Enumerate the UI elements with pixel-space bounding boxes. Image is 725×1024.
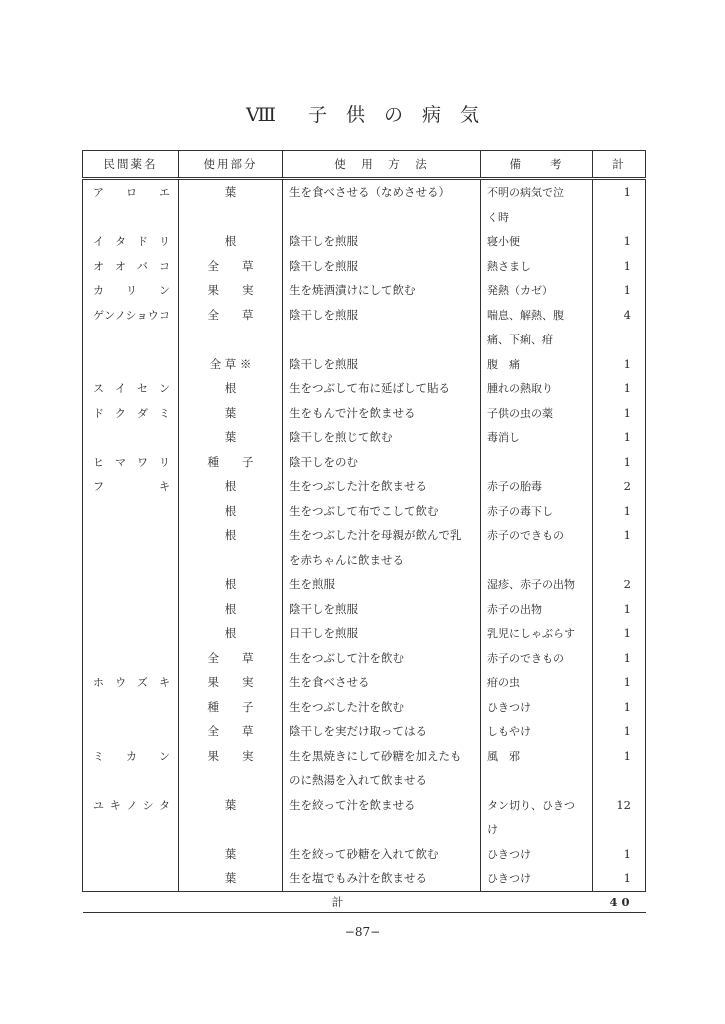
cell-method: 陰干しを煎服 (283, 229, 481, 254)
cell-part (179, 548, 283, 573)
cell-count: 1 (593, 866, 646, 891)
cell-part: 果 実 (179, 278, 283, 303)
cell-part: 根 (179, 523, 283, 548)
cell-part (179, 327, 283, 352)
cell-part: 根 (179, 376, 283, 401)
table-row (83, 646, 646, 671)
cell-method: 陰干しを煎服 (283, 597, 481, 622)
table-row (83, 327, 646, 352)
cell-notes: 子供の虫の薬 (481, 401, 593, 426)
cell-notes: 喘息、解熱、腹 (481, 303, 593, 328)
table-row (83, 523, 646, 548)
cell-count (593, 205, 646, 230)
cell-notes: 赤子のできもの (481, 523, 593, 548)
cell-count (593, 327, 646, 352)
cell-name (83, 352, 179, 377)
cell-notes: 毒消し (481, 425, 593, 450)
cell-count: 1 (593, 229, 646, 254)
cell-method: のに熱湯を入れて飲ませる (283, 768, 481, 793)
cell-notes: 腹 痛 (481, 352, 593, 377)
cell-name (83, 719, 179, 744)
cell-notes: 疳の虫 (481, 670, 593, 695)
cell-notes: 腫れの熱取り (481, 376, 593, 401)
cell-count: 1 (593, 254, 646, 279)
cell-notes: 赤子の胎毒 (481, 474, 593, 499)
cell-notes: 赤子の出物 (481, 597, 593, 622)
cell-method: を赤ちゃんに飲ませる (283, 548, 481, 573)
cell-part: 根 (179, 229, 283, 254)
table-row (83, 425, 646, 450)
cell-count: 1 (593, 278, 646, 303)
cell-name (83, 523, 179, 548)
header-name: 民間薬名 (83, 151, 179, 179)
total-count: 40 (593, 891, 646, 912)
section-title: 子 供 の 病 気 (307, 104, 479, 126)
cell-part: 全 草 ※ (179, 352, 283, 377)
table-row (83, 597, 646, 622)
cell-notes: 熱さまし (481, 254, 593, 279)
cell-notes: 痛、下痢、疳 (481, 327, 593, 352)
cell-method: 生を黒焼きにして砂糖を加えたも (283, 744, 481, 769)
cell-method: 生を絞って汁を飲ませる (283, 793, 481, 818)
table-row (83, 842, 646, 867)
cell-notes: 赤子のできもの (481, 646, 593, 671)
table-row (83, 450, 646, 475)
cell-method: 生をもんで汁を飲ませる (283, 401, 481, 426)
cell-name (83, 499, 179, 524)
cell-name: ホウズキ (83, 670, 179, 695)
table-row (83, 793, 646, 818)
cell-name: ゲンノショウコ (83, 303, 179, 328)
cell-name (83, 572, 179, 597)
cell-notes (481, 450, 593, 475)
cell-part: 根 (179, 621, 283, 646)
cell-part (179, 205, 283, 230)
cell-name (83, 817, 179, 842)
cell-count: 2 (593, 474, 646, 499)
cell-part: 全 草 (179, 646, 283, 671)
cell-name (83, 866, 179, 891)
cell-notes: く時 (481, 205, 593, 230)
cell-part: 全 草 (179, 303, 283, 328)
cell-notes: ひきつけ (481, 842, 593, 867)
cell-name (83, 695, 179, 720)
table-row (83, 376, 646, 401)
table-row (83, 572, 646, 597)
cell-count (593, 768, 646, 793)
cell-count: 1 (593, 450, 646, 475)
cell-part: 葉 (179, 425, 283, 450)
cell-notes: 不明の病気で泣 (481, 179, 593, 205)
cell-method: 生を焼酒漬けにして飲む (283, 278, 481, 303)
cell-count: 1 (593, 842, 646, 867)
cell-count: 2 (593, 572, 646, 597)
table-row (83, 205, 646, 230)
table-row (83, 401, 646, 426)
cell-notes: け (481, 817, 593, 842)
cell-part: 葉 (179, 179, 283, 205)
cell-part: 果 実 (179, 670, 283, 695)
cell-count: 1 (593, 621, 646, 646)
cell-method: 生を塩でもみ汁を飲ませる (283, 866, 481, 891)
cell-method: 生をつぶした汁を母親が飲んで乳 (283, 523, 481, 548)
cell-name (83, 768, 179, 793)
cell-notes: 風 邪 (481, 744, 593, 769)
cell-method: 生をつぶした汁を飲ませる (283, 474, 481, 499)
cell-part: 葉 (179, 401, 283, 426)
cell-name (83, 646, 179, 671)
cell-method: 生をつぶして布でこして飲む (283, 499, 481, 524)
cell-notes (481, 548, 593, 573)
cell-notes: ひきつけ (481, 695, 593, 720)
header-notes: 備 考 (481, 151, 593, 179)
total-row (83, 891, 646, 912)
table-row (83, 352, 646, 377)
cell-name (83, 327, 179, 352)
cell-part: 葉 (179, 793, 283, 818)
cell-method: 生をつぶした汁を飲む (283, 695, 481, 720)
cell-count: 1 (593, 597, 646, 622)
cell-name (83, 621, 179, 646)
cell-name: アロエ (83, 179, 179, 205)
cell-part: 根 (179, 572, 283, 597)
cell-part: 果 実 (179, 744, 283, 769)
table-row (83, 254, 646, 279)
table-row (83, 744, 646, 769)
cell-name (83, 425, 179, 450)
cell-method: 日干しを煎服 (283, 621, 481, 646)
cell-method: 陰干しを煎服 (283, 303, 481, 328)
table-header-row (83, 151, 646, 179)
table-row (83, 695, 646, 720)
cell-name (83, 205, 179, 230)
section-numeral: Ⅷ (246, 104, 276, 126)
cell-name: ユキノシタ (83, 793, 179, 818)
cell-part: 根 (179, 597, 283, 622)
cell-method: 陰干しを煎服 (283, 352, 481, 377)
cell-count: 1 (593, 744, 646, 769)
cell-notes: 発熱（カゼ） (481, 278, 593, 303)
cell-count (593, 548, 646, 573)
cell-method: 生をつぶして布に延ばして貼る (283, 376, 481, 401)
folk-medicine-table (82, 150, 646, 913)
cell-method (283, 817, 481, 842)
cell-name: オオバコ (83, 254, 179, 279)
total-label: 計 (83, 891, 593, 912)
cell-part: 葉 (179, 866, 283, 891)
cell-part (179, 817, 283, 842)
cell-notes: 寝小便 (481, 229, 593, 254)
table-row (83, 303, 646, 328)
cell-method: 陰干しをのむ (283, 450, 481, 475)
cell-method: 陰干しを実だけ取ってはる (283, 719, 481, 744)
cell-part: 種 子 (179, 450, 283, 475)
cell-method: 生を食べさせる (283, 670, 481, 695)
cell-method: 生を煎服 (283, 572, 481, 597)
cell-count: 1 (593, 401, 646, 426)
cell-count (593, 817, 646, 842)
cell-count: 1 (593, 523, 646, 548)
page-title (0, 100, 725, 127)
cell-count: 1 (593, 646, 646, 671)
cell-notes: 乳児にしゃぶらす (481, 621, 593, 646)
cell-name (83, 597, 179, 622)
cell-part: 全 草 (179, 254, 283, 279)
cell-count: 1 (593, 499, 646, 524)
cell-name: イタドリ (83, 229, 179, 254)
header-count: 計 (593, 151, 646, 179)
cell-count: 1 (593, 352, 646, 377)
table-row (83, 548, 646, 573)
cell-method: 陰干しを煎じて飲む (283, 425, 481, 450)
cell-part: 葉 (179, 842, 283, 867)
cell-count: 1 (593, 695, 646, 720)
header-part: 使用部分 (179, 151, 283, 179)
cell-method: 生を食べさせる（なめさせる） (283, 179, 481, 205)
cell-method (283, 327, 481, 352)
cell-notes: 赤子の毒下し (481, 499, 593, 524)
cell-part: 根 (179, 474, 283, 499)
cell-notes: ひきつけ (481, 866, 593, 891)
table-row (83, 768, 646, 793)
cell-method: 生をつぶして汁を飲む (283, 646, 481, 671)
cell-count: 1 (593, 425, 646, 450)
cell-name: フキ (83, 474, 179, 499)
cell-part: 種 子 (179, 695, 283, 720)
cell-name: ミカン (83, 744, 179, 769)
table-row (83, 866, 646, 891)
table-row (83, 621, 646, 646)
cell-count: 12 (593, 793, 646, 818)
cell-notes: 湿疹、赤子の出物 (481, 572, 593, 597)
table-body (83, 179, 646, 892)
cell-count: 1 (593, 670, 646, 695)
table-row (83, 499, 646, 524)
cell-notes (481, 768, 593, 793)
cell-part (179, 768, 283, 793)
table-row (83, 719, 646, 744)
header-method: 使 用 方 法 (283, 151, 481, 179)
cell-part: 根 (179, 499, 283, 524)
page-number: −87− (344, 925, 381, 939)
cell-part: 全 草 (179, 719, 283, 744)
cell-count: 4 (593, 303, 646, 328)
cell-method (283, 205, 481, 230)
cell-name: カリン (83, 278, 179, 303)
table-row (83, 229, 646, 254)
cell-count: 1 (593, 719, 646, 744)
cell-name: スイセン (83, 376, 179, 401)
table-row (83, 278, 646, 303)
cell-count: 1 (593, 376, 646, 401)
cell-method: 陰干しを煎服 (283, 254, 481, 279)
cell-notes: タン切り、ひきつ (481, 793, 593, 818)
cell-name: ドクダミ (83, 401, 179, 426)
cell-name (83, 842, 179, 867)
cell-count: 1 (593, 179, 646, 205)
cell-notes: しもやけ (481, 719, 593, 744)
cell-name (83, 548, 179, 573)
table-row (83, 474, 646, 499)
cell-name: ヒマワリ (83, 450, 179, 475)
cell-method: 生を絞って砂糖を入れて飲む (283, 842, 481, 867)
table-row (83, 670, 646, 695)
table-row (83, 817, 646, 842)
table-row (83, 179, 646, 205)
